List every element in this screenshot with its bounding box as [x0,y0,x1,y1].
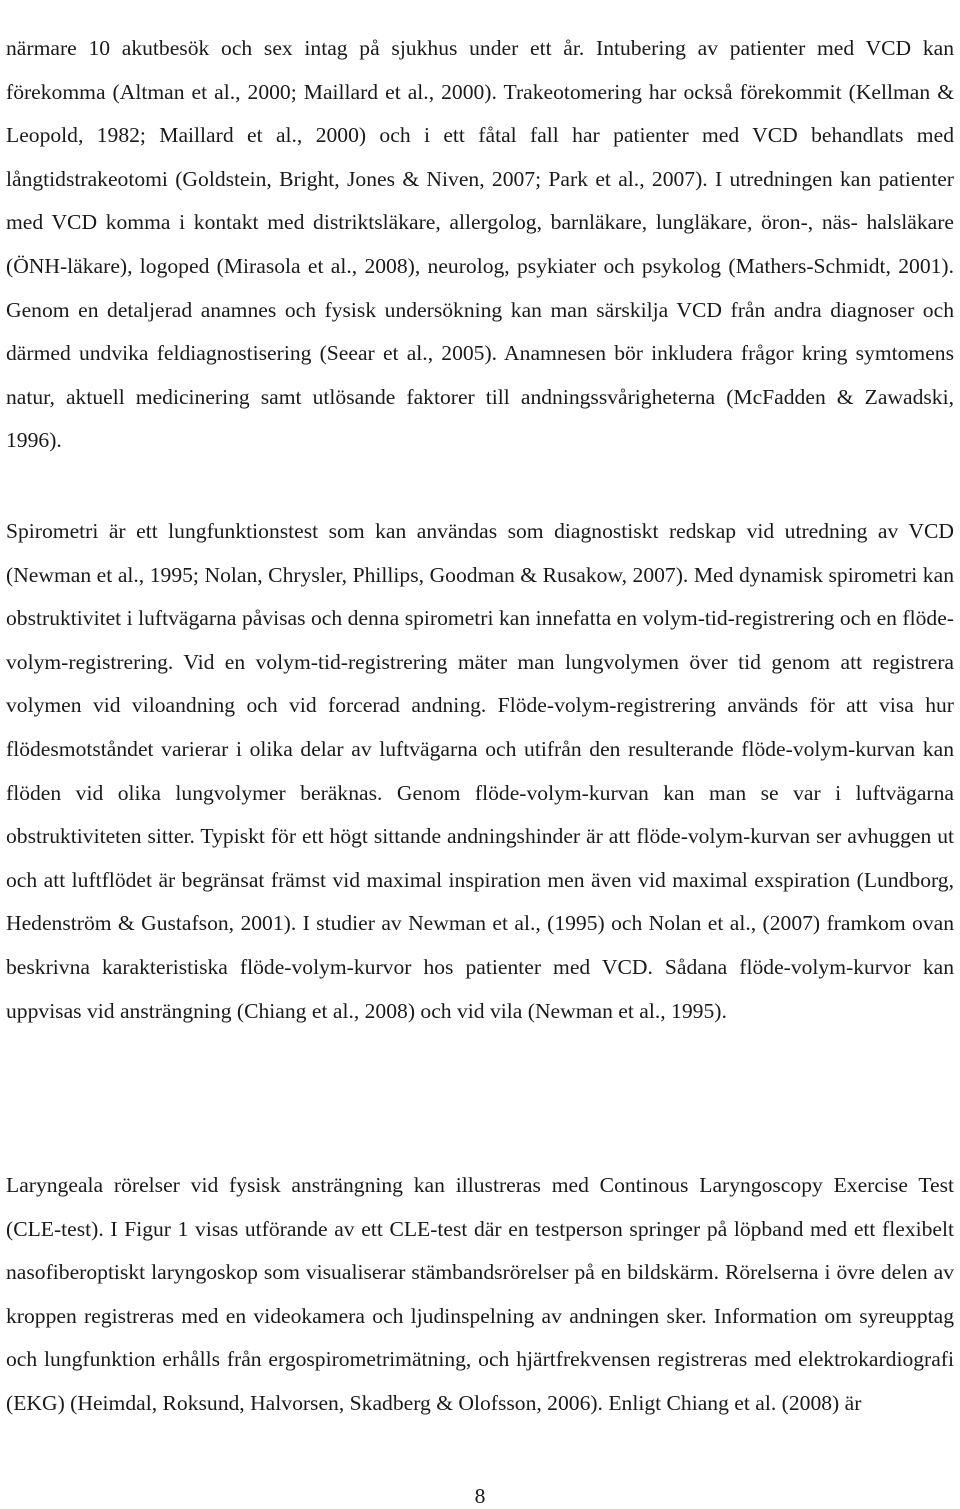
page-number: 8 [474,1484,486,1508]
body-paragraph: Laryngeala rörelser vid fysisk ansträngning kan illustreras med Continous Laryngoscopy Exercise Test (CLE-test). I Figur 1 visas utförande av ett CLE-test där en testperson springer på löpband med ett flexibelt nasofiberoptiskt laryngoskop som visualiserar stämbandsrörelser på en bildskärm. Rörelserna i övre delen av kroppen registreras med en videokamera och ljudinspelning av andningen sker. Information om syreupptag och lungfunktion erhålls från ergospirometrimätning, och hjärtfrekvensen registreras med elektrokardiografi (EKG) (Heimdal, Roksund, Halvorsen, Skadberg & Olofsson, 2006). Enligt Chiang et al. (2008) är [6,1173,954,1415]
body-paragraph: Spirometri är ett lungfunktionstest som kan användas som diagnostiskt redskap vid utredning av VCD (Newman et al., 1995; Nolan, Chrysler, Phillips, Goodman & Rusakow, 2007). Med dynamisk spirometri kan obstruktivitet i luftvägarna påvisas och denna spirometri kan innefatta en volym-tid-registrering och en flöde-volym-registrering. Vid en volym-tid-registrering mäter man lungvolymen över tid genom att registrera volymen vid viloandning och vid forcerad andning. Flöde-volym-registrering används för att visa hur flödesmotståndet varierar i olika delar av luftvägarna och utifrån den resulterande flöde-volym-kurvan kan flöden vid olika lungvolymer beräknas. Genom flöde-volym-kurvan kan man se var i luftvägarna obstruktiviteten sitter. Typiskt för ett högt sittande andningshinder är att flöde-volym-kurvan ser avhuggen ut och att luftflödet är begränsat främst vid maximal inspiration men även vid maximal exspiration (Lundborg, Hedenström & Gustafson, 2001). I studier av Newman et al., (1995) och Nolan et al., (2007) framkom ovan beskrivna karakteristiska flöde-volym-kurvor hos patienter med VCD. Sådana flöde-volym-kurvor kan uppvisas vid ansträngning (Chiang et al., 2008) och vid vila (Newman et al., 1995). [6,519,954,1023]
body-paragraph: närmare 10 akutbesök och sex intag på sjukhus under ett år. Intubering av patienter med VCD kan förekomma (Altman et al., 2000; Maillard et al., 2000). Trakeotomering har också förekommit (Kellman & Leopold, 1982; Maillard et al., 2000) och i ett fåtal fall har patienter med VCD behandlats med långtidstrakeotomi (Goldstein, Bright, Jones & Niven, 2007; Park et al., 2007). I utredningen kan patienter med VCD komma i kontakt med distriktsläkare, allergolog, barnläkare, lungläkare, öron-, näs- halsläkare (ÖNH-läkare), logoped (Mirasola et al., 2008), neurolog, psykiater och psykolog (Mathers-Schmidt, 2001). Genom en detaljerad anamnes och fysisk undersökning kan man särskilja VCD från andra diagnoser och därmed undvika feldiagnostisering (Seear et al., 2005). Anamnesen bör inkludera frågor kring symtomens natur, aktuell medicinering samt utlösande faktorer till andningssvårigheterna (McFadden & Zawadski, 1996). [6,36,954,453]
